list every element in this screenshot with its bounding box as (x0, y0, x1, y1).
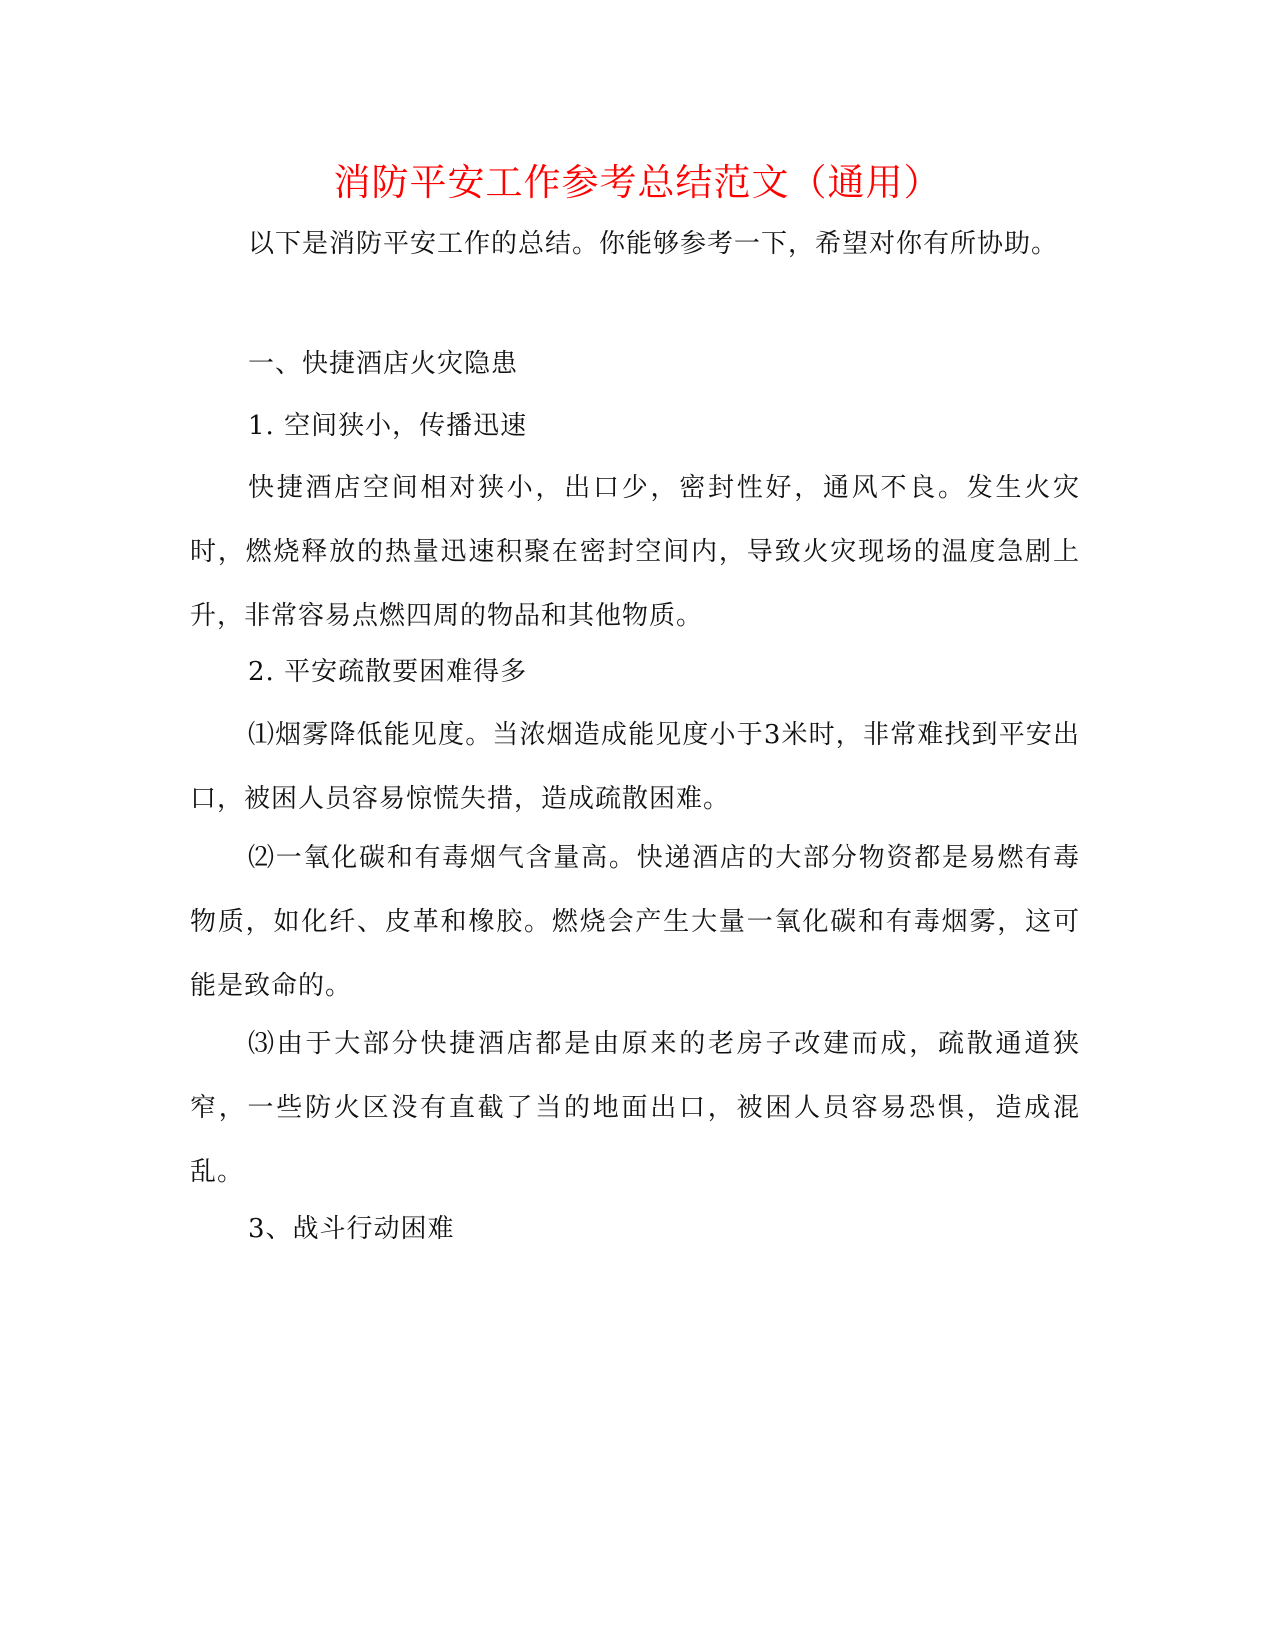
paragraph-carbon-monoxide: ⑵一氧化碳和有毒烟气含量高。快递酒店的大部分物资都是易燃有毒物质，如化纤、皮革和橡胶。燃烧会产生大量一氧化碳和有毒烟雾，这可能是致命的。 (190, 843, 1080, 1001)
section-heading-1: 一、快捷酒店火灾隐患 (248, 349, 519, 379)
document-title: 消防平安工作参考总结范文（通用） (333, 161, 942, 204)
paragraph-narrow-passages: ⑶由于大部分快捷酒店都是由原来的老房子改建而成，疏散通道狭窄，一些防火区没有直截了当的地面出口，被困人员容易恐惧，造成混乱。 (190, 1029, 1080, 1187)
subheading-1: 1. 空间狭小，传播迅速 (248, 411, 528, 441)
paragraph-smoke-visibility: ⑴烟雾降低能见度。当浓烟造成能见度小于3米时，非常难找到平安出口，被困人员容易惊慌失措，造成疏散困难。 (190, 720, 1080, 814)
paragraph-space-spread: 快捷酒店空间相对狭小，出口少，密封性好，通风不良。发生火灾时，燃烧释放的热量迅速积聚在密封空间内，导致火灾现场的温度急剧上升，非常容易点燃四周的物品和其他物质。 (190, 473, 1080, 631)
subheading-3: 3、战斗行动困难 (248, 1214, 455, 1244)
subheading-2: 2. 平安疏散要困难得多 (248, 657, 528, 687)
intro-paragraph: 以下是消防平安工作的总结。你能够参考一下，希望对你有所协助。 (248, 229, 1059, 259)
